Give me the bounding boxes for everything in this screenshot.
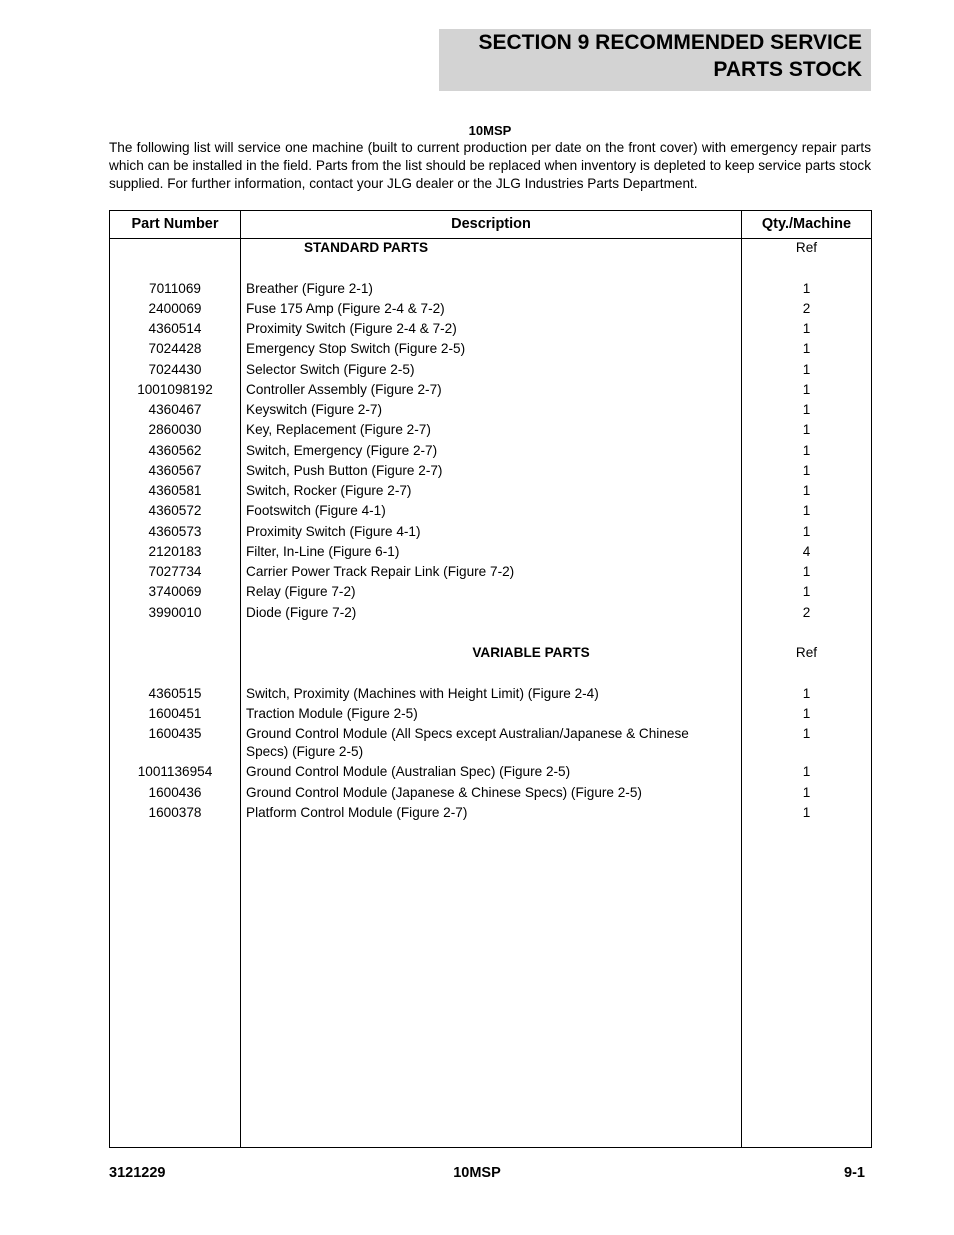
part-qty: 1 bbox=[802, 422, 811, 438]
group-qty-standard: Ref bbox=[795, 240, 818, 255]
part-description: Diode (Figure 7-2) bbox=[246, 604, 357, 620]
part-description: Switch, Proximity (Machines with Height Limit) (Figure 2-4) bbox=[246, 685, 599, 701]
part-qty: 1 bbox=[802, 341, 811, 357]
part-number: 4360573 bbox=[148, 523, 202, 539]
part-description: Switch, Push Button (Figure 2-7) bbox=[246, 462, 443, 478]
part-description: Ground Control Module (All Specs except Australian/Japanese & Chinese Specs) (Figure 2-5) bbox=[246, 726, 689, 759]
part-description: Traction Module (Figure 2-5) bbox=[246, 705, 418, 721]
part-number: 1600436 bbox=[148, 784, 202, 800]
part-number: 3990010 bbox=[148, 604, 202, 620]
part-description: Ground Control Module (Australian Spec) (Figure 2-5) bbox=[246, 764, 571, 780]
part-description: Switch, Rocker (Figure 2-7) bbox=[246, 483, 412, 498]
part-number: 7027734 bbox=[148, 564, 202, 579]
part-description: Proximity Switch (Figure 2-4 & 7-2) bbox=[246, 321, 457, 336]
footer-model: 10MSP bbox=[453, 1165, 501, 1181]
part-number: 4360572 bbox=[148, 503, 202, 519]
part-number: 1600435 bbox=[148, 726, 202, 741]
part-qty: 2 bbox=[802, 300, 811, 316]
part-number: 4360467 bbox=[148, 402, 202, 417]
part-number: 4360567 bbox=[148, 462, 202, 478]
part-number: 2120183 bbox=[148, 543, 202, 559]
part-qty: 1 bbox=[802, 280, 811, 296]
parts-table bbox=[109, 210, 872, 1148]
part-description: Carrier Power Track Repair Link (Figure 7-2) bbox=[246, 564, 515, 579]
part-number: 3740069 bbox=[148, 584, 202, 600]
part-number: 2400069 bbox=[148, 300, 202, 316]
footer-page-number: 9-1 bbox=[844, 1165, 865, 1181]
part-qty: 2 bbox=[802, 604, 811, 620]
part-qty: 1 bbox=[802, 584, 811, 600]
footer-document-number: 3121229 bbox=[109, 1165, 166, 1181]
part-description: Proximity Switch (Figure 4-1) bbox=[246, 523, 421, 539]
part-number: 4360515 bbox=[148, 685, 202, 701]
part-number: 4360581 bbox=[148, 483, 202, 498]
part-description: Emergency Stop Switch (Figure 2-5) bbox=[246, 341, 466, 357]
part-description: Relay (Figure 7-2) bbox=[246, 584, 356, 600]
part-description: Platform Control Module (Figure 2-7) bbox=[246, 804, 468, 820]
part-qty: 1 bbox=[802, 381, 811, 397]
part-description: Key, Replacement (Figure 2-7) bbox=[246, 422, 431, 438]
part-description: Keyswitch (Figure 2-7) bbox=[246, 402, 382, 417]
group-label-variable: VARIABLE PARTS bbox=[472, 645, 590, 660]
part-qty: 1 bbox=[802, 804, 811, 820]
part-qty: 1 bbox=[802, 503, 811, 519]
part-qty: 1 bbox=[802, 705, 811, 721]
part-qty: 4 bbox=[802, 543, 811, 559]
part-qty: 1 bbox=[802, 442, 811, 458]
part-qty: 1 bbox=[802, 321, 811, 336]
part-number: 4360562 bbox=[148, 442, 202, 458]
part-description: Selector Switch (Figure 2-5) bbox=[246, 361, 415, 377]
part-number: 7024430 bbox=[148, 361, 202, 377]
column-header-part-number: Part Number bbox=[131, 216, 219, 232]
part-number: 1001098192 bbox=[137, 381, 213, 397]
part-qty: 1 bbox=[802, 462, 811, 478]
part-number: 2860030 bbox=[148, 422, 202, 438]
part-qty: 1 bbox=[802, 784, 811, 800]
section-title-line2: PARTS STOCK bbox=[713, 58, 862, 81]
intro-paragraph: The following list will service one machine (built to current production per date on the front cover) with emergency repair parts which can be installed in the field. Parts from the list should be replaced when inventory is depleted to keep service parts stock supplied. For further information, contact your JLG dealer or the JLG Industries Parts Department. bbox=[109, 140, 871, 191]
column-header-qty: Qty./Machine bbox=[761, 216, 852, 232]
group-label-standard: STANDARD PARTS bbox=[303, 240, 429, 255]
part-number: 7024428 bbox=[148, 341, 202, 357]
part-qty: 1 bbox=[802, 483, 811, 498]
part-number: 1600378 bbox=[148, 804, 202, 820]
section-title-line1: SECTION 9 RECOMMENDED SERVICE bbox=[478, 31, 862, 54]
part-qty: 1 bbox=[802, 764, 811, 780]
part-description: Switch, Emergency (Figure 2-7) bbox=[246, 442, 438, 458]
part-qty: 1 bbox=[802, 564, 811, 579]
part-qty: 1 bbox=[802, 726, 811, 741]
part-description: Ground Control Module (Japanese & Chinese Specs) (Figure 2-5) bbox=[246, 784, 642, 800]
part-description: Fuse 175 Amp (Figure 2-4 & 7-2) bbox=[246, 300, 445, 316]
part-number: 7011069 bbox=[149, 280, 201, 296]
part-description: Filter, In-Line (Figure 6-1) bbox=[246, 543, 400, 559]
document-title: 10MSP bbox=[468, 123, 512, 138]
part-description: Controller Assembly (Figure 2-7) bbox=[246, 381, 442, 397]
column-divider bbox=[240, 211, 241, 1147]
part-number: 1600451 bbox=[148, 705, 202, 721]
part-description: Footswitch (Figure 4-1) bbox=[246, 503, 386, 519]
part-qty: 1 bbox=[802, 685, 811, 701]
part-qty: 1 bbox=[802, 402, 811, 417]
group-qty-variable: Ref bbox=[795, 645, 818, 660]
part-qty: 1 bbox=[802, 361, 811, 377]
column-header-description: Description bbox=[451, 216, 531, 232]
part-qty: 1 bbox=[802, 523, 811, 539]
part-number: 1001136954 bbox=[137, 764, 213, 780]
part-number: 4360514 bbox=[148, 321, 202, 336]
section-header bbox=[439, 29, 871, 91]
part-description: Breather (Figure 2-1) bbox=[246, 280, 373, 296]
